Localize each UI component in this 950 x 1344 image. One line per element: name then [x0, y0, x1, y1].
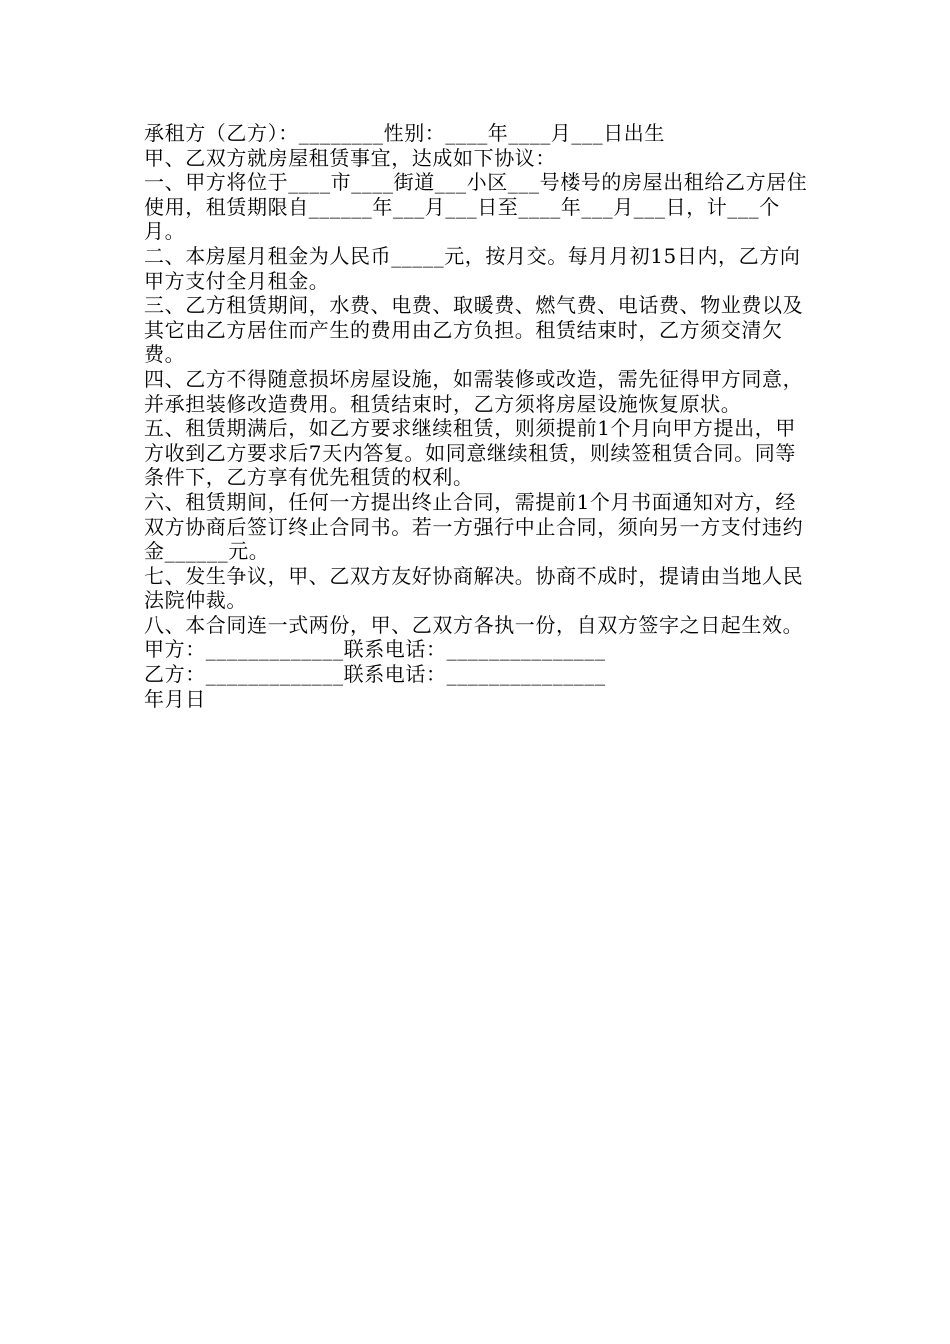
date-line: 年月日 — [144, 686, 206, 711]
clause-5: 五、租赁期满后，如乙方要求继续租赁，则须提前1个月向甲方提出，甲方收到乙方要求后7天内答复。如同意继续租赁，则续签租赁合同。同等条件下，乙方享有优先租赁的权利。 — [144, 416, 796, 490]
clause-8: 八、本合同连一式两份，甲、乙双方各执一份，自双方签字之日起生效。 — [144, 612, 804, 637]
clause-7: 七、发生争议，甲、乙双方友好协商解决。协商不成时，提请由当地人民法院仲裁。 — [144, 563, 804, 613]
contract-body — [144, 121, 812, 711]
clause-2: 二、本房屋月租金为人民币_____元，按月交。每月月初15日内，乙方向甲方支付全月租金。 — [144, 243, 801, 293]
party-a-signature-line: 甲方：_____________联系电话：_______________ — [144, 637, 606, 662]
clause-6: 六、租赁期间，任何一方提出终止合同，需提前1个月书面通知对方，经双方协商后签订终止合同书。若一方强行中止合同，须向另一方支付违约金______元。 — [144, 489, 804, 564]
clause-3: 三、乙方租赁期间，水费、电费、取暖费、燃气费、电话费、物业费以及其它由乙方居住而产生的费用由乙方负担。租赁结束时，乙方须交清欠费。 — [144, 293, 804, 367]
party-b-signature-line: 乙方：_____________联系电话：_______________ — [144, 662, 606, 687]
tenant-info-line: 承租方（乙方）：________性别：____年____月___日出生 — [144, 121, 665, 145]
clause-1: 一、甲方将位于____市____街道___小区___号楼号的房屋出租给乙方居住使用，租赁期限自______年___月___日至____年___月___日，计___个月。 — [144, 170, 808, 244]
clause-4: 四、乙方不得随意损坏房屋设施，如需装修或改造，需先征得甲方同意，并承担装修改造费用。租赁结束时，乙方须将房屋设施恢复原状。 — [144, 366, 804, 416]
agreement-intro-line: 甲、乙双方就房屋租赁事宜，达成如下协议： — [144, 145, 556, 170]
